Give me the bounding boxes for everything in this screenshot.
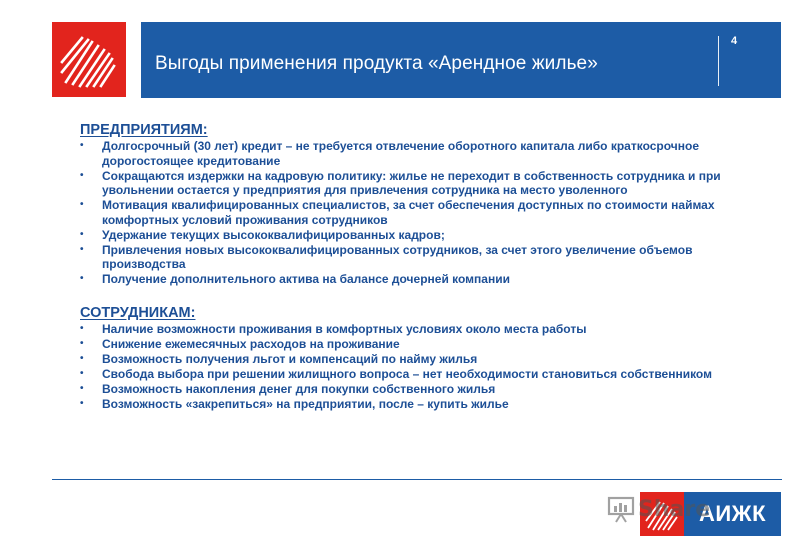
page-number: 4 (731, 35, 738, 47)
list-item: • Привлечения новых высококвалифицированных сотрудников, за счет этого увеличение объемов производства (80, 243, 760, 272)
section-heading-enterprises: ПРЕДПРИЯТИЯМ: (80, 122, 208, 138)
title-divider (718, 36, 719, 86)
header-logo (52, 22, 126, 97)
list-item: • Возможность получения льгот и компенсаций по найму жилья (80, 352, 760, 367)
list-item: • Долгосрочный (30 лет) кредит – не требуется отвлечение оборотного капитала либо краткосрочное дорогостоящее кредитование (80, 139, 760, 168)
section-heading-employees: СОТРУДНИКАМ: (80, 304, 196, 321)
list-item: • Свобода выбора при решении жилищного вопроса – нет необходимости становиться собственником (80, 367, 760, 382)
list-item: • Удержание текущих высококвалифицированных кадров; (80, 228, 760, 243)
list-item: • Сокращаются издержки на кадровую политику: жилье не переходит в собственность сотрудника и при увольнении остается у предприятия для привлечения сотрудника на место уволенного (80, 169, 760, 198)
watermark (606, 492, 710, 526)
presentation-board-icon (606, 494, 636, 524)
footer-logo-name: АИЖК (684, 492, 781, 536)
list-item: • Мотивация квалифицированных специалистов, за счет обеспечения доступных по стоимости наймах комфортных условий проживания сотрудников (80, 198, 760, 227)
employee-benefits-list (80, 322, 760, 412)
list-item: • Возможность «закрепиться» на предприятии, после – купить жилье (80, 397, 760, 412)
building-logo-icon (52, 22, 126, 97)
watermark-text: Share (638, 496, 711, 522)
list-item: • Наличие возможности проживания в комфортных условиях около места работы (80, 322, 760, 337)
list-item: • Снижение ежемесячных расходов на проживание (80, 337, 760, 352)
list-item: • Получение дополнительного актива на балансе дочерней компании (80, 272, 760, 287)
slide-content (80, 122, 760, 412)
footer-divider (52, 479, 782, 480)
title-bar (141, 22, 781, 98)
slide-title: Выгоды применения продукта «Арендное жилье» (155, 53, 598, 74)
enterprise-benefits-list (80, 139, 760, 287)
list-item: • Возможность накопления денег для покупки собственного жилья (80, 382, 760, 397)
